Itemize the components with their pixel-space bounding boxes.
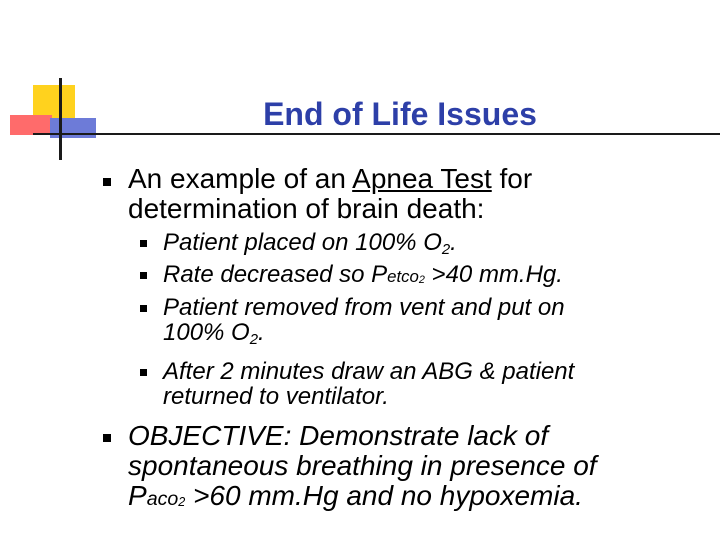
objective-line-3-subscript: 2 <box>178 495 186 509</box>
sub-bullet-3-end: . <box>258 319 265 346</box>
sub-bullet-1-text: Patient placed on 100% O <box>163 229 442 256</box>
sub-bullet-marker <box>140 272 147 279</box>
sub-bullet-3-line-1: Patient removed from vent and put on <box>163 294 565 321</box>
sub-bullet-marker <box>140 240 147 247</box>
decorative-vertical-line <box>59 78 62 160</box>
bullet-marker <box>103 178 111 186</box>
objective-line-3-small-caps: aco <box>146 488 179 510</box>
bullet-marker <box>103 434 111 442</box>
objective-line-1: OBJECTIVE: Demonstrate lack of <box>128 420 549 451</box>
sub-bullet-1-end: . <box>450 229 457 256</box>
objective-line-3 <box>128 481 583 517</box>
bullet-1-suffix: for <box>491 163 533 194</box>
bullet-1-line-1 <box>128 164 532 194</box>
sub-bullet-2-text-a: Rate decreased so P <box>163 261 388 288</box>
objective-line-2: spontaneous breathing in presence of <box>128 450 597 481</box>
apnea-test-link[interactable]: Apnea Test <box>352 163 492 194</box>
sub-bullet-2 <box>163 262 563 293</box>
sub-bullet-2-small-caps: etco <box>387 267 419 286</box>
sub-bullet-4-line-2: returned to ventilator. <box>163 383 389 410</box>
objective-line-3-b: >60 mm.Hg and no hypoxemia. <box>185 480 583 511</box>
objective-line-3-a: P <box>128 480 147 511</box>
sub-bullet-1-subscript: 2 <box>441 242 451 258</box>
sub-bullet-3-line-2-text: 100% O <box>163 319 250 346</box>
sub-bullet-3-subscript: 2 <box>249 332 258 348</box>
sub-bullet-4-line-1: After 2 minutes draw an ABG & patient <box>163 358 575 385</box>
sub-bullet-2-text-b: >40 mm.Hg. <box>424 261 563 288</box>
sub-bullet-2-subscript: 2 <box>418 274 425 286</box>
bullet-1-prefix: An example of an <box>128 163 353 194</box>
sub-bullet-marker <box>140 305 147 312</box>
title-underline-rule <box>33 133 720 135</box>
sub-bullet-1 <box>163 229 457 258</box>
decorative-blue-bar <box>50 118 96 138</box>
sub-bullet-marker <box>140 369 147 376</box>
bullet-1-line-2: determination of brain death: <box>128 193 485 224</box>
slide-title: End of Life Issues <box>263 96 537 132</box>
sub-bullet-3-line-2 <box>163 319 265 348</box>
decorative-red-bar <box>10 115 52 135</box>
